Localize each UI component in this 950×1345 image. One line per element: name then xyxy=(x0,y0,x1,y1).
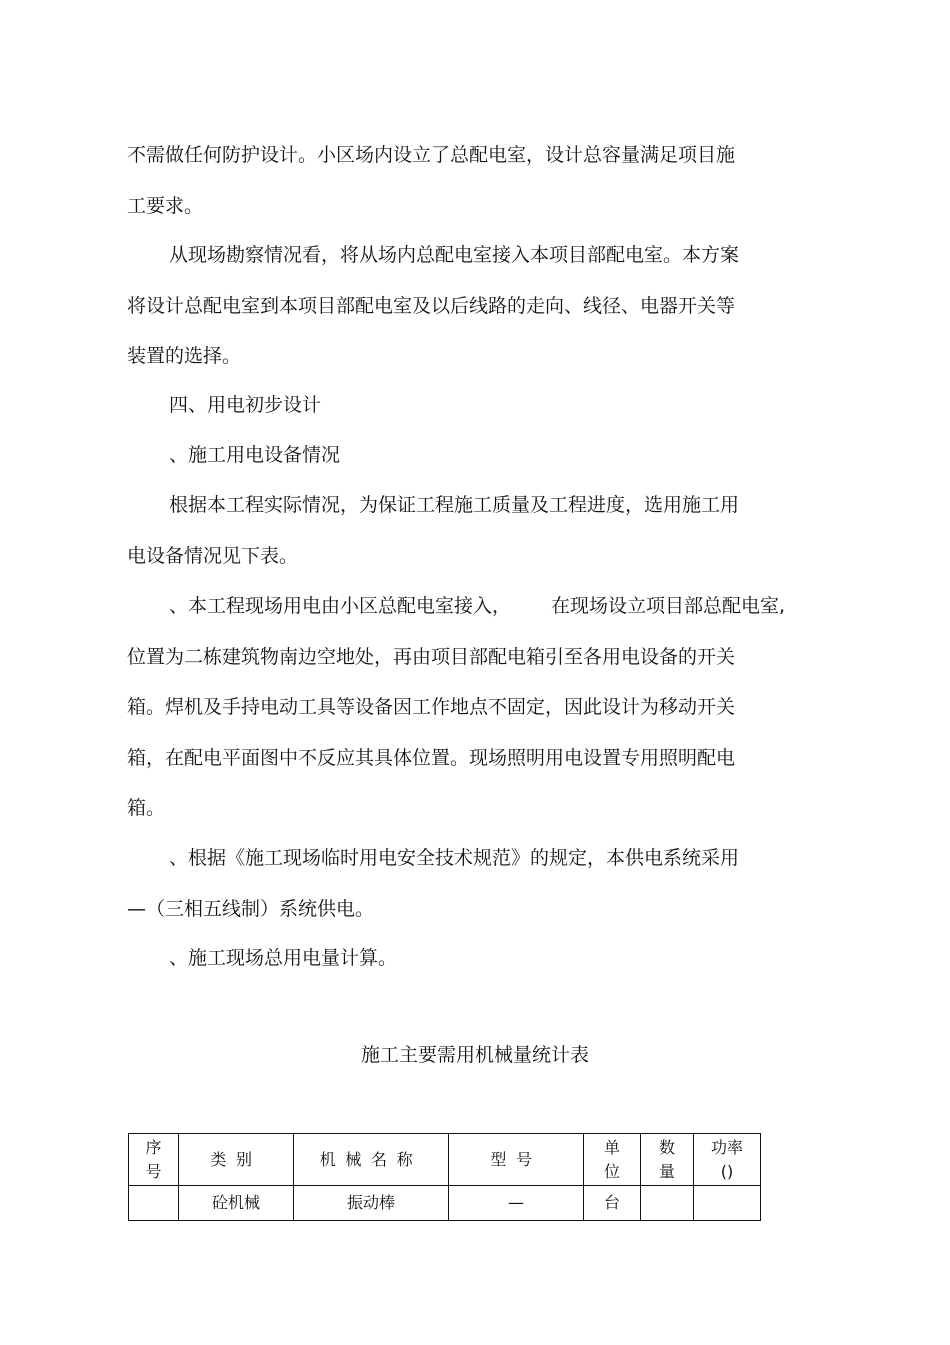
cell-name: 振动棒 xyxy=(294,1186,449,1221)
cell-unit: 台 xyxy=(584,1186,641,1221)
cell-category: 砼机械 xyxy=(179,1186,294,1221)
text-line: 箱，在配电平面图中不反应其具体位置。现场照明用电设置专用照明配电 xyxy=(127,746,736,769)
header-power: 功率 () xyxy=(694,1134,761,1186)
text-line: 从现场勘察情况看，将从场内总配电室接入本项目部配电室。本方案 xyxy=(169,244,740,266)
paragraph-6 xyxy=(127,933,827,984)
text-line xyxy=(127,581,827,632)
text-line: 、施工现场总用电量计算。 xyxy=(169,947,398,969)
text-line: 位置为二栋建筑物南边空地处，再由项目部配电箱引至各用电设备的开关 xyxy=(127,645,736,668)
subsection-heading xyxy=(127,430,827,481)
subsection-heading-text: 、施工用电设备情况 xyxy=(169,444,341,466)
text-fragment: 、本工程现场用电由小区总配电室接入， xyxy=(169,595,512,617)
header-qty: 数 量 xyxy=(641,1134,694,1186)
cell-model: — xyxy=(449,1186,584,1221)
section-heading-4 xyxy=(127,380,827,431)
text-line: 装置的选择。 xyxy=(127,345,242,367)
text-line: 箱。 xyxy=(127,797,166,819)
paragraph-4 xyxy=(127,581,827,834)
text-fragment: 在现场设立项目部总配电室, xyxy=(551,595,786,617)
text-line: 工要求。 xyxy=(127,194,204,217)
paragraph-1 xyxy=(127,130,827,231)
text-line: 将设计总配电室到本项目部配电室及以后线路的走向、线径、电器开关等 xyxy=(127,294,736,317)
header-category: 类别 xyxy=(179,1134,294,1186)
header-no: 序 号 xyxy=(129,1134,179,1186)
header-model: 型号 xyxy=(449,1134,584,1186)
text-line: 电设备情况见下表。 xyxy=(127,544,299,567)
cell-no xyxy=(129,1186,179,1221)
table-header-row xyxy=(129,1134,761,1186)
section-heading-text: 四、用电初步设计 xyxy=(169,394,322,416)
text-line: —（三相五线制）系统供电。 xyxy=(127,897,375,920)
paragraph-3 xyxy=(127,480,827,581)
table-title: 施工主要需用机械量统计表 xyxy=(360,1044,589,1066)
text-line: 、根据《施工现场临时用电安全技术规范》的规定，本供电系统采用 xyxy=(169,847,740,869)
cell-power xyxy=(694,1186,761,1221)
text-line: 根据本工程实际情况，为保证工程施工质量及工程进度，选用施工用 xyxy=(169,494,740,516)
machinery-table xyxy=(128,1133,761,1221)
paragraph-5 xyxy=(127,833,827,934)
paragraph-2 xyxy=(127,230,827,382)
header-name: 机械名称 xyxy=(294,1134,449,1186)
header-unit: 单 位 xyxy=(584,1134,641,1186)
text-line: 箱。焊机及手持电动工具等设备因工作地点不固定，因此设计为移动开关 xyxy=(127,696,736,718)
cell-qty xyxy=(641,1186,694,1221)
text-line: 不需做任何防护设计。小区场内设立了总配电室，设计总容量满足项目施 xyxy=(127,144,736,166)
table-row xyxy=(129,1186,761,1221)
